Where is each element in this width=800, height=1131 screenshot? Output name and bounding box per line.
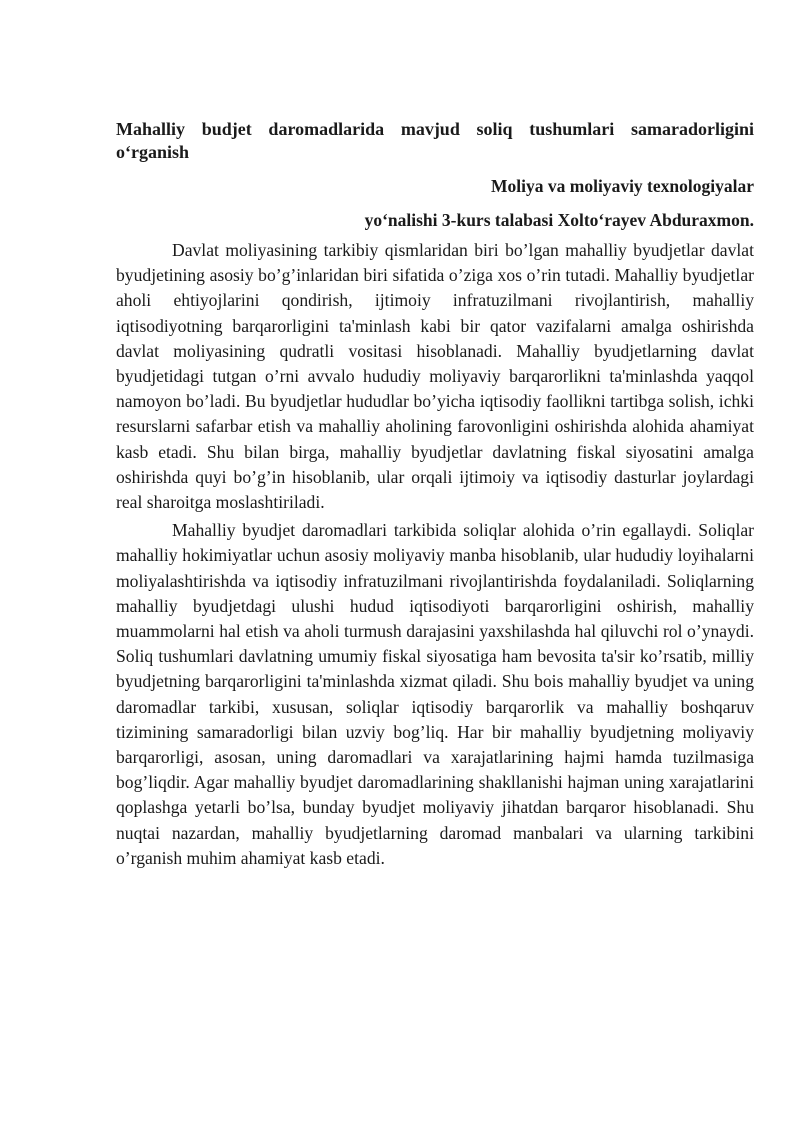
author-name-line: yo‘nalishi 3-kurs talabasi Xolto‘rayev Abduraxmon.: [364, 210, 754, 230]
document-body: [116, 118, 754, 871]
author-program-line: Moliya va moliyaviy texnologiyalar: [491, 176, 754, 196]
body-paragraph-1: Davlat moliyasining tarkibiy qismlaridan biri bo’lgan mahalliy byudjetlar davlat byudjetining asosiy bo’g’inlaridan biri sifatida o’ziga xos o’rin tutadi. Mahalliy byudjetlar aholi ehtiyojlarini qondirish, ijtimoiy infratuzilmani rivojlantirish, mahalliy iqtisodiyotning barqarorligini ta'minlash kabi bir qator vazifalarni amalga oshirishda davlat moliyasining qudratli vositasi hisoblanadi. Mahalliy byudjetlarning davlat byudjetidagi tutgan o’rni avvalo hududiy moliyaviy barqarorlikni ta'minlashda yaqqol namoyon bo’ladi. Bu byudjetlar hududlar bo’yicha iqtisodiy faollikni tartibga solish, ichki resurslarni safarbar etish va mahalliy aholining farovonligini oshirishda alohida ahamiyat kasb etadi. Shu bilan birga, mahalliy byudjetlar davlatning fiskal siyosatini amalga oshirishda quyi bo’g’in hisoblanib, ular orqali ijtimoiy va iqtisodiy dasturlar joylardagi real sharoitga moslashtiriladi.: [116, 240, 754, 513]
body-paragraph-2: Mahalliy byudjet daromadlari tarkibida soliqlar alohida o’rin egallaydi. Soliqlar mahalliy hokimiyatlar uchun asosiy moliyaviy manba hisoblanib, ular hududiy loyihalarni moliyalashtirishda va iqtisodiy infratuzilmani rivojlantirishda foydalaniladi. Soliqlarning mahalliy byudjetdagi ulushi hudud iqtisodiyoti barqarorligini oshirish, mahalliy muammolarni hal etish va aholi turmush darajasini yaxshilashda hal qiluvchi rol o’ynaydi. Soliq tushumlari davlatning umumiy fiskal siyosatiga ham bevosita ta'sir ko’rsatib, milliy byudjetning barqarorligini ta'minlashda xizmat qiladi. Shu bois mahalliy byudjet va uning daromadlar tarkibi, xususan, soliqlar iqtisodiy barqarorlik va mahalliy boshqaruv tizimining samaradorligi bilan uzviy bog’liq. Har bir mahalliy byudjetning moliyaviy barqarorligi, asosan, uning daromadlari va xarajatlarining hajmi hamda tuzilmasiga bog’liqdir. Agar mahalliy byudjet daromadlarining shakllanishi hajman uning xarajatlarini qoplashga yetarli bo’lsa, bunday byudjet moliyaviy jihatdan barqaror hisoblanadi. Shu nuqtai nazardan, mahalliy byudjetlarning daromad manbalari va ularning tarkibini o’rganish muhim ahamiyat kasb etadi.: [116, 520, 754, 868]
document-title: Mahalliy budjet daromadlarida mavjud soliq tushumlari samaradorligini o‘rganish: [116, 119, 754, 162]
